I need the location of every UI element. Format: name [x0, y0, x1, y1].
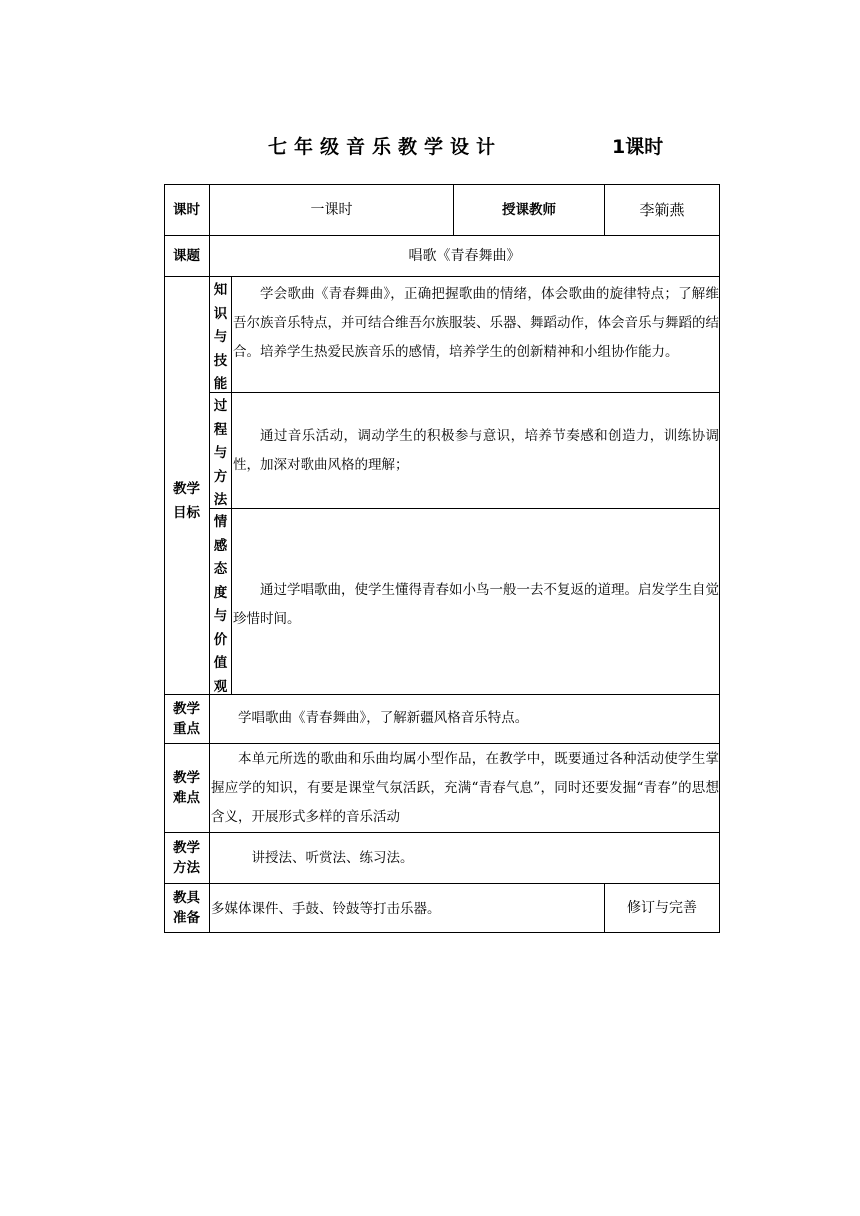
emotion-attitude-label [210, 511, 231, 699]
revision-label: 修订与完善 [627, 900, 697, 916]
label-char: 识 [213, 305, 228, 322]
table-border-bottom [164, 932, 720, 933]
label-char: 方 [213, 468, 228, 485]
label-char: 观 [213, 678, 228, 695]
label-line: 准备 [173, 910, 200, 926]
knowledge-skill-text: 学会歌曲《青春舞曲》，正确把握歌曲的情绪，体会歌曲的旋律特点；了解维吾尔族音乐特点，并可结合维吾尔族服装、乐器、舞蹈动作，体会音乐与舞蹈的结合。培养学生热爱民族音乐的感情，培养学生的创新精神和小组协作能力。 [233, 286, 719, 360]
col-divider [231, 276, 232, 694]
teacher-label: 授课教师 [502, 201, 556, 218]
label-line: 方法 [173, 860, 200, 876]
label-char: 价 [213, 631, 228, 648]
difficulties-label [164, 744, 209, 832]
materials-text: 多媒体课件、手鼓、铃鼓等打击乐器。 [211, 901, 441, 917]
label-char: 度 [213, 584, 228, 601]
teaching-goals-label [164, 476, 209, 526]
label-line: 难点 [173, 790, 200, 806]
lesson-time-value: 一课时 [310, 201, 353, 218]
label-char: 与 [213, 608, 228, 624]
knowledge-skill-label [210, 279, 231, 397]
label-char: 过 [213, 398, 228, 414]
label-line: 教学 [173, 840, 200, 856]
methods-text: 讲授法、听赏法、练习法。 [251, 850, 414, 866]
row-divider [164, 694, 720, 695]
label-line: 教学 [173, 770, 200, 786]
emotion-attitude-text: 通过学唱歌曲，使学生懂得青春如小鸟一般一去不复返的道理。启发学生自觉珍惜时间。 [233, 582, 719, 627]
label-char: 感 [213, 537, 228, 554]
label-line: 重点 [173, 721, 200, 737]
label-char: 与 [213, 445, 228, 461]
label-char: 知 [213, 282, 228, 298]
label-char: 法 [213, 492, 228, 508]
lesson-plan-table [164, 184, 720, 933]
topic-value: 唱歌《青春舞曲》 [408, 247, 521, 264]
label-line: 教学 [173, 701, 200, 717]
label-char: 值 [213, 655, 228, 671]
methods-label [164, 833, 209, 883]
key-points-text: 学唱歌曲《青春舞曲》，了解新疆风格音乐特点。 [238, 710, 529, 726]
difficulties-text: 本单元所选的歌曲和乐曲均属小型作品，在教学中，既要通过各种活动使学生掌握应学的知识，有要是课堂气氛活跃，充满“青春气息”，同时还要发掘“青春”的思想含义，开展形式多样的音乐活动 [211, 751, 719, 825]
row-divider [164, 276, 720, 277]
label-char: 能 [213, 376, 228, 392]
key-points-label [164, 695, 209, 743]
label-char: 与 [213, 329, 228, 345]
label-char: 程 [213, 421, 228, 438]
teacher-name: 李箣燕 [639, 200, 685, 219]
teaching-goals-label-text: 教学目标 [173, 481, 200, 521]
topic-label: 课题 [173, 247, 200, 264]
document-title: 七年级音乐教学设计 [268, 136, 503, 158]
document-title-bar [164, 130, 720, 160]
row-divider [164, 832, 720, 833]
label-char: 技 [213, 352, 228, 369]
label-char: 情 [213, 514, 228, 530]
row-divider [209, 508, 720, 509]
lesson-time-label: 课时 [173, 201, 200, 218]
label-line: 教具 [173, 890, 200, 906]
lesson-count: 1课时 [612, 136, 664, 158]
process-method-label [210, 395, 231, 513]
label-char: 态 [213, 561, 228, 577]
materials-label [164, 884, 209, 932]
table-border-right [719, 184, 720, 933]
process-method-text: 通过音乐活动，调动学生的积极参与意识，培养节奏感和创造力，训练协调性，加深对歌曲风格的理解； [233, 428, 719, 473]
row-divider [164, 743, 720, 744]
row-divider [209, 392, 720, 393]
